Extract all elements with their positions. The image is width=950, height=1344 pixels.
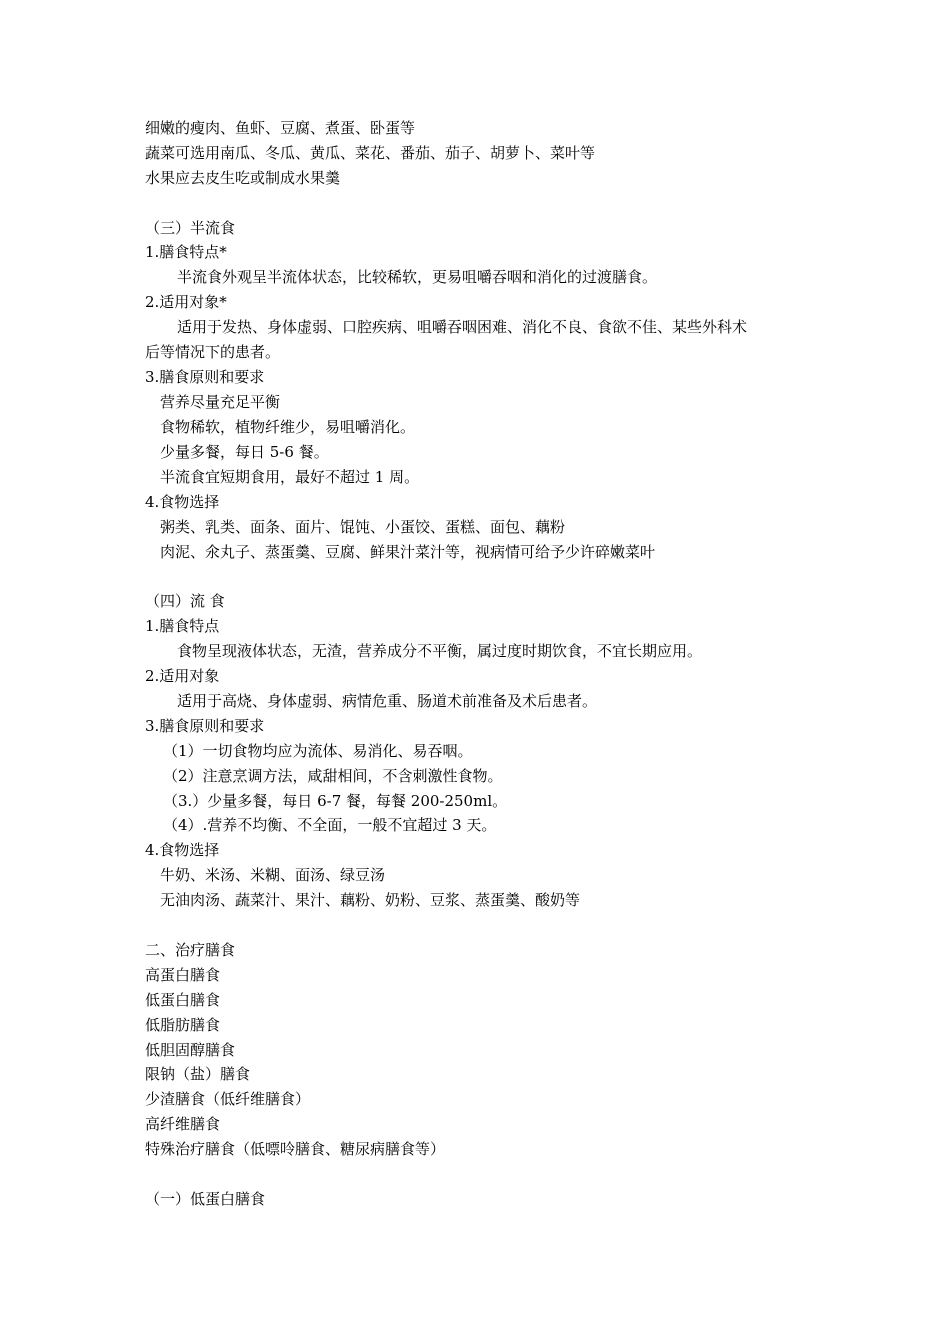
list-item: 食物稀软，植物纤维少，易咀嚼消化。 xyxy=(160,418,416,436)
section-heading: （三）半流食 xyxy=(145,219,236,237)
paragraph-continuation: 后等情况下的患者。 xyxy=(145,343,281,361)
text-line: 蔬菜可选用南瓜、冬瓜、黄瓜、菜花、番茄、茄子、胡萝卜、菜叶等 xyxy=(145,144,596,162)
list-item: 营养尽量充足平衡 xyxy=(160,393,281,411)
text-line: 细嫩的瘦肉、鱼虾、豆腐、煮蛋、卧蛋等 xyxy=(145,119,416,137)
list-item: 低胆固醇膳食 xyxy=(145,1041,236,1059)
list-item: 低蛋白膳食 xyxy=(145,991,221,1009)
section-heading: 二、治疗膳食 xyxy=(145,941,236,959)
subsection-heading: 2.适用对象 xyxy=(145,667,220,685)
subsection-heading: 1.膳食特点 xyxy=(145,617,220,635)
subsection-heading: 4.食物选择 xyxy=(145,493,220,511)
list-item: （4）.营养不均衡、不全面，一般不宜超过 3 天。 xyxy=(163,816,497,834)
list-item: 牛奶、米汤、米糊、面汤、绿豆汤 xyxy=(160,866,386,884)
list-item: 少量多餐，每日 5-6 餐。 xyxy=(160,443,329,461)
section-heading: （一）低蛋白膳食 xyxy=(145,1190,266,1208)
text-line: 水果应去皮生吃或制成水果羹 xyxy=(145,169,341,187)
paragraph: 适用于高烧、身体虚弱、病情危重、肠道术前准备及术后患者。 xyxy=(177,692,598,710)
subsection-heading: 2.适用对象* xyxy=(145,293,227,311)
paragraph: 适用于发热、身体虚弱、口腔疾病、咀嚼吞咽困难、消化不良、食欲不佳、某些外科术 xyxy=(177,318,748,336)
paragraph: 食物呈现液体状态，无渣，营养成分不平衡，属过度时期饮食，不宜长期应用。 xyxy=(177,642,703,660)
list-item: 肉泥、氽丸子、蒸蛋羹、豆腐、鲜果汁菜汁等，视病情可给予少许碎嫩菜叶 xyxy=(160,543,656,561)
list-item: 特殊治疗膳食（低嘌呤膳食、糖尿病膳食等） xyxy=(145,1140,446,1158)
list-item: （3.）少量多餐，每日 6-7 餐，每餐 200-250ml。 xyxy=(163,792,508,810)
list-item: 低脂肪膳食 xyxy=(145,1016,221,1034)
list-item: 粥类、乳类、面条、面片、馄饨、小蛋饺、蛋糕、面包、藕粉 xyxy=(160,518,566,536)
list-item: （1）一切食物均应为流体、易消化、易吞咽。 xyxy=(163,742,473,760)
subsection-heading: 3.膳食原则和要求 xyxy=(145,368,265,386)
list-item: 高蛋白膳食 xyxy=(145,966,221,984)
paragraph: 半流食外观呈半流体状态，比较稀软，更易咀嚼吞咽和消化的过渡膳食。 xyxy=(177,268,658,286)
subsection-heading: 4.食物选择 xyxy=(145,841,220,859)
list-item: 限钠（盐）膳食 xyxy=(145,1065,251,1083)
list-item: 高纤维膳食 xyxy=(145,1115,221,1133)
list-item: （2）注意烹调方法，咸甜相间，不含刺激性食物。 xyxy=(163,767,503,785)
list-item: 半流食宜短期食用，最好不超过 1 周。 xyxy=(160,468,420,486)
subsection-heading: 1.膳食特点* xyxy=(145,243,227,261)
list-item: 少渣膳食（低纤维膳食） xyxy=(145,1090,311,1108)
subsection-heading: 3.膳食原则和要求 xyxy=(145,717,265,735)
section-heading: （四）流 食 xyxy=(145,592,225,610)
list-item: 无油肉汤、蔬菜汁、果汁、藕粉、奶粉、豆浆、蒸蛋羹、酸奶等 xyxy=(160,891,581,909)
